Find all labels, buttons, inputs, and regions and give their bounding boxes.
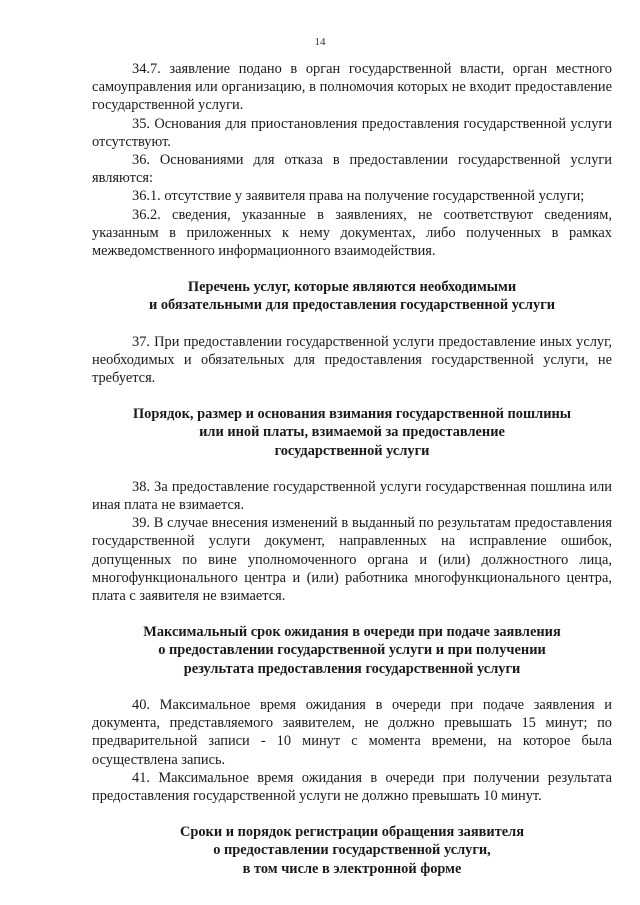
heading-line: результата предоставления государственной услуги (183, 660, 521, 677)
paragraph-40: 40. Максимальное время ожидания в очереди при подаче заявления и документа, представляемого заявителем, не должно превышать 15 минут; по предварительной записи - 10 минут с момента времени, на которое была осуществлена запись. (92, 696, 612, 768)
paragraph-37: 37. При предоставлении государственной услуги предоставление иных услуг, необходимых и обязательных для предоставления государственной услуги, не требуется. (92, 333, 612, 387)
heading-line: Максимальный срок ожидания в очереди при подаче заявления (143, 624, 561, 641)
paragraph-38: 38. За предоставление государственной услуги государственная пошлина или иная плата не взимается. (92, 478, 612, 514)
heading-line: и обязательными для предоставления государственной услуги (148, 297, 556, 314)
heading-line: о предоставлении государственной услуги и при получении (158, 642, 546, 659)
section-heading-fee (92, 405, 612, 460)
document-body (92, 60, 612, 878)
paragraph-39: 39. В случае внесения изменений в выданный по результатам предоставления государственной услуги документ, направленных на исправление ошибок, допущенных по вине уполномоченного органа и (или) должностного лица, многофункционального центра и (или) работника многофункционального центра, плата с заявителя не взимается. (92, 515, 612, 605)
paragraph-35: 35. Основания для приостановления предоставления государственной услуги отсутствуют. (92, 115, 612, 150)
heading-line: Порядок, размер и основания взимания государственной пошлины (132, 406, 572, 423)
section-heading-services (92, 278, 612, 314)
paragraph-36-1: 36.1. отсутствие у заявителя права на получение государственной услуги; (132, 188, 585, 205)
paragraph-34-7: 34.7. заявление подано в орган государственной власти, орган местного самоуправления или организацию, в полномочия которых не входит предоставление государственной услуги. (92, 61, 612, 114)
heading-line: в том числе в электронной форме (242, 860, 462, 877)
heading-line: или иной платы, взимаемой за предоставление (199, 424, 505, 441)
paragraph-36: 36. Основаниями для отказа в предоставлении государственной услуги являются: (92, 152, 612, 187)
heading-line: Перечень услуг, которые являются необходимыми (187, 279, 517, 296)
paragraph-41: 41. Максимальное время ожидания в очереди при получении результата предоставления государственной услуги не должно превышать 10 минут. (92, 769, 612, 804)
paragraph-36-2: 36.2. сведения, указанные в заявлениях, не соответствуют сведениям, указанным в приложенных к нему документах, либо полученных в рамках межведомственного информационного взаимодействия. (92, 206, 612, 260)
heading-line: Сроки и порядок регистрации обращения заявителя (179, 824, 525, 841)
heading-line: государственной услуги (274, 442, 430, 459)
section-heading-queue (92, 623, 612, 678)
section-heading-registration (92, 823, 612, 878)
heading-line: о предоставлении государственной услуги, (213, 842, 491, 859)
page-number: 14 (314, 36, 326, 48)
